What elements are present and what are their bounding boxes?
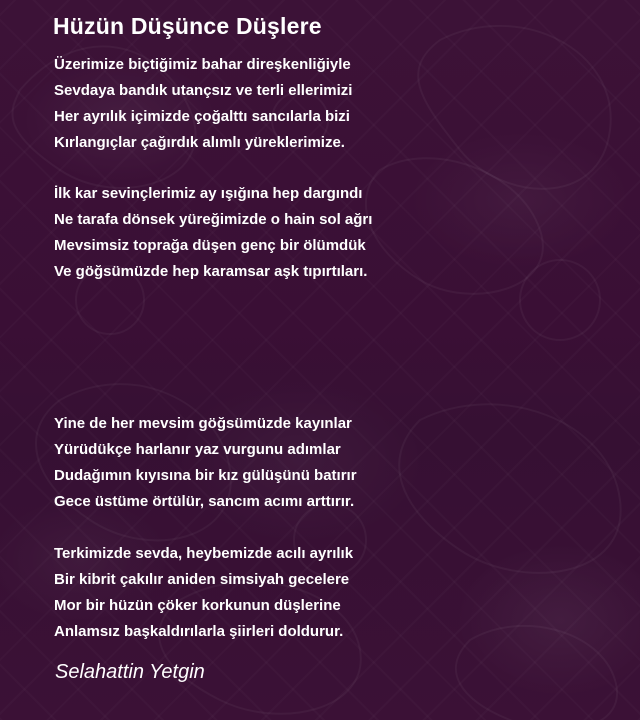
poem-line: Kırlangıçlar çağırdık alımlı yüreklerimize.: [54, 134, 345, 151]
poem-line: Mor bir hüzün çöker korkunun düşlerine: [54, 597, 341, 614]
poem-line: Bir kibrit çakılır aniden simsiyah gecelere: [54, 571, 350, 588]
poem-stanza-1: [54, 52, 352, 156]
poem-line: Terkimizde sevda, heybemizde acılı ayrılık: [54, 545, 354, 562]
poem-line: Sevdaya bandık utançsız ve terli ellerimizi: [54, 82, 353, 99]
poem-line: Her ayrılık içimizde çoğalttı sancılarla bizi: [54, 108, 350, 125]
poem-stanza-4: [54, 541, 353, 645]
poem-line: Gece üstüme örtülür, sancım acımı arttırır.: [54, 493, 355, 510]
poem-line: Mevsimsiz toprağa düşen genç bir ölümdük: [54, 237, 366, 254]
poem-line: İlk kar sevinçlerimiz ay ışığına hep dargındı: [54, 185, 363, 202]
poem-stanza-3: [54, 411, 357, 515]
poem-author: Selahattin Yetgin: [55, 661, 205, 683]
poem-line: Ne tarafa dönsek yüreğimizde o hain sol ağrı: [54, 211, 373, 228]
poem-line: Ve göğsümüzde hep karamsar aşk tıpırtıları.: [54, 263, 368, 280]
poem-stanza-2: [54, 181, 372, 285]
poem-line: Anlamsız başkaldırılarla şiirleri doldurur.: [54, 623, 344, 640]
poem-line: Yine de her mevsim göğsümüzde kayınlar: [54, 415, 352, 432]
poem-line: Üzerimize biçtiğimiz bahar direşkenliğiyle: [54, 56, 351, 73]
poem-title: Hüzün Düşünce Düşlere: [53, 13, 322, 39]
poem-line: Dudağımın kıyısına bir kız gülüşünü batırır: [54, 467, 357, 484]
poem-line: Yürüdükçe harlanır yaz vurgunu adımlar: [54, 441, 341, 458]
